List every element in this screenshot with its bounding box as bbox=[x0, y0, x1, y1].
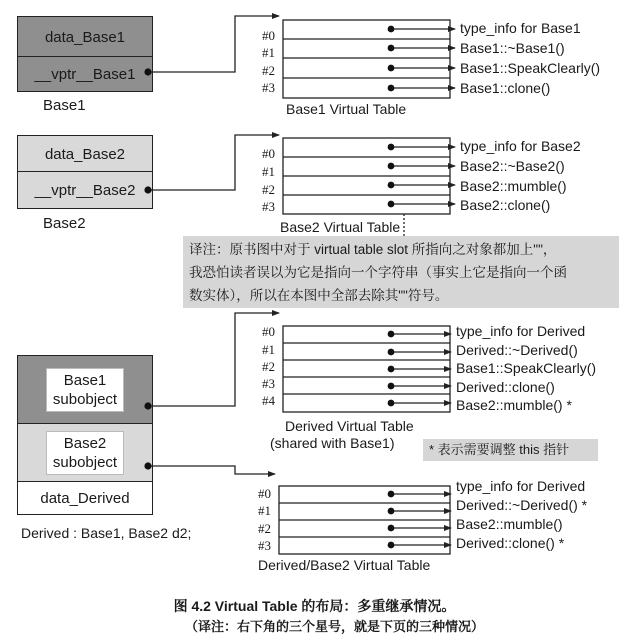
derived-base2-entry-3: Derived::clone() * bbox=[456, 535, 565, 551]
base1-vtable-box bbox=[283, 20, 450, 98]
base1-slot-0: #0 bbox=[262, 28, 275, 43]
base2-slot-3: #3 bbox=[262, 199, 275, 214]
base2-data-label: data_Base2 bbox=[44, 145, 126, 163]
derived-slot-dot bbox=[388, 383, 395, 390]
derived-base1-subobject-cell bbox=[17, 355, 153, 425]
this-adjust-note: * 表示需要调整 this 指针 bbox=[423, 439, 598, 461]
translator-note-line-3: 数实体），所以在本图中全部去除其""符号。 bbox=[189, 288, 449, 303]
base1-slot-dot bbox=[388, 45, 395, 52]
base2-data-cell bbox=[17, 135, 153, 173]
base2-vptr-label: __vptr__Base2 bbox=[34, 181, 136, 199]
derived-slot-2: #2 bbox=[262, 359, 275, 374]
base1-vtable-caption: Base1 Virtual Table bbox=[286, 101, 407, 117]
base1-vptr-label: __vptr__Base1 bbox=[34, 65, 136, 83]
translator-note bbox=[183, 236, 619, 308]
derived-base2-entry-2: Base2::mumble() bbox=[456, 516, 563, 532]
derived-base2-subobject-line-1: Base2 bbox=[63, 435, 107, 452]
derived-slot-1: #1 bbox=[262, 342, 275, 357]
base1-entry-1: Base1::~Base1() bbox=[460, 40, 565, 56]
base1-entry-2: Base1::SpeakClearly() bbox=[460, 60, 601, 76]
derived-vptr-arrow bbox=[148, 313, 279, 406]
derived-entry-1: Derived::~Derived() bbox=[456, 342, 578, 358]
base2-slot-dot bbox=[388, 201, 395, 208]
derived-base2-vtable-box bbox=[279, 486, 450, 554]
derived-base2-subobject-line-2: subobject bbox=[52, 454, 118, 471]
base2-vptr-cell bbox=[17, 171, 153, 209]
derived-base1-subobject-box bbox=[46, 368, 124, 412]
derived-base2-entry-1: Derived::~Derived() * bbox=[456, 497, 588, 513]
base1-vptr-arrow bbox=[148, 16, 279, 72]
derived-base2-slot-2: #2 bbox=[258, 521, 271, 536]
derived-vtable-box bbox=[283, 326, 450, 412]
base1-slot-2: #2 bbox=[262, 63, 275, 78]
base1-vptr-cell bbox=[17, 56, 153, 92]
base2-entry-1: Base2::~Base2() bbox=[460, 158, 565, 174]
derived-slot-3: #3 bbox=[262, 376, 275, 391]
base1-slot-dot bbox=[388, 26, 395, 33]
derived-vtable-caption-1: Derived Virtual Table bbox=[285, 418, 414, 434]
base1-data-label: data_Base1 bbox=[44, 28, 126, 46]
derived-slot-dot bbox=[388, 400, 395, 407]
derived-entry-0: type_info for Derived bbox=[456, 323, 586, 339]
base2-slot-dot bbox=[388, 182, 395, 189]
derived-data-label: data_Derived bbox=[40, 489, 130, 507]
base2-vtable-caption: Base2 Virtual Table bbox=[280, 219, 401, 235]
base2-slot-2: #2 bbox=[262, 182, 275, 197]
derived-base2-vptr-arrow bbox=[148, 466, 275, 474]
derived-base1-subobject-line-1: Base1 bbox=[63, 372, 107, 389]
derived-base2-slot-1: #1 bbox=[258, 503, 271, 518]
derived-entry-2: Base1::SpeakClearly() bbox=[456, 360, 597, 376]
derived-slot-dot bbox=[388, 349, 395, 356]
derived-vtable-caption-2: (shared with Base1) bbox=[270, 435, 395, 451]
derived-base2-slot-dot bbox=[388, 508, 395, 515]
derived-slot-dot bbox=[388, 331, 395, 338]
derived-base1-subobject-line-2: subobject bbox=[52, 391, 118, 408]
base1-entry-3: Base1::clone() bbox=[460, 80, 551, 96]
translator-note-line-1: 译注：原书图中对于 virtual table slot 所指向之对象都加上""， bbox=[189, 242, 557, 257]
base2-slot-0: #0 bbox=[262, 146, 275, 161]
derived-slot-4: #4 bbox=[262, 393, 275, 408]
base1-slot-dot bbox=[388, 65, 395, 72]
derived-base2-entry-0: type_info for Derived bbox=[456, 478, 586, 494]
derived-base2-vtable-caption: Derived/Base2 Virtual Table bbox=[258, 557, 431, 573]
derived-data-cell bbox=[17, 481, 153, 515]
base2-slot-1: #1 bbox=[262, 164, 275, 179]
derived-slot-dot bbox=[388, 366, 395, 373]
figure-caption-line-2: （译注：右下角的三个星号，就是下页的三种情况） bbox=[184, 619, 484, 634]
derived-base2-slot-dot bbox=[388, 542, 395, 549]
figure-caption-line-1: 图 4.2 Virtual Table 的布局：多重继承情况。 bbox=[173, 598, 456, 614]
base2-entry-3: Base2::clone() bbox=[460, 197, 551, 213]
derived-base2-slot-3: #3 bbox=[258, 538, 271, 553]
base1-slot-dot bbox=[388, 85, 395, 92]
derived-entry-4: Base2::mumble() * bbox=[456, 397, 572, 413]
derived-slot-0: #0 bbox=[262, 324, 275, 339]
derived-entry-3: Derived::clone() bbox=[456, 379, 555, 395]
base2-vtable-box bbox=[283, 138, 450, 214]
base2-class-label: Base2 bbox=[43, 215, 86, 232]
derived-base2-slot-dot bbox=[388, 525, 395, 532]
base1-slot-1: #1 bbox=[262, 45, 275, 60]
translator-note-line-2: 我恐怕读者误以为它是指向一个字符串（事实上它是指向一个函 bbox=[189, 265, 567, 280]
derived-declaration: Derived : Base1, Base2 d2; bbox=[21, 525, 192, 541]
base1-entry-0: type_info for Base1 bbox=[460, 20, 581, 36]
base2-slot-dot bbox=[388, 144, 395, 151]
derived-base2-subobject-cell bbox=[17, 423, 153, 483]
base1-data-cell bbox=[17, 16, 153, 58]
base2-slot-dot bbox=[388, 163, 395, 170]
base2-entry-2: Base2::mumble() bbox=[460, 178, 567, 194]
base1-slot-3: #3 bbox=[262, 80, 275, 95]
derived-base2-slot-0: #0 bbox=[258, 486, 271, 501]
derived-base2-subobject-box bbox=[46, 431, 124, 475]
derived-base2-slot-dot bbox=[388, 491, 395, 498]
base2-entry-0: type_info for Base2 bbox=[460, 138, 581, 154]
base1-class-label: Base1 bbox=[43, 97, 86, 114]
base2-vptr-arrow bbox=[148, 135, 279, 190]
